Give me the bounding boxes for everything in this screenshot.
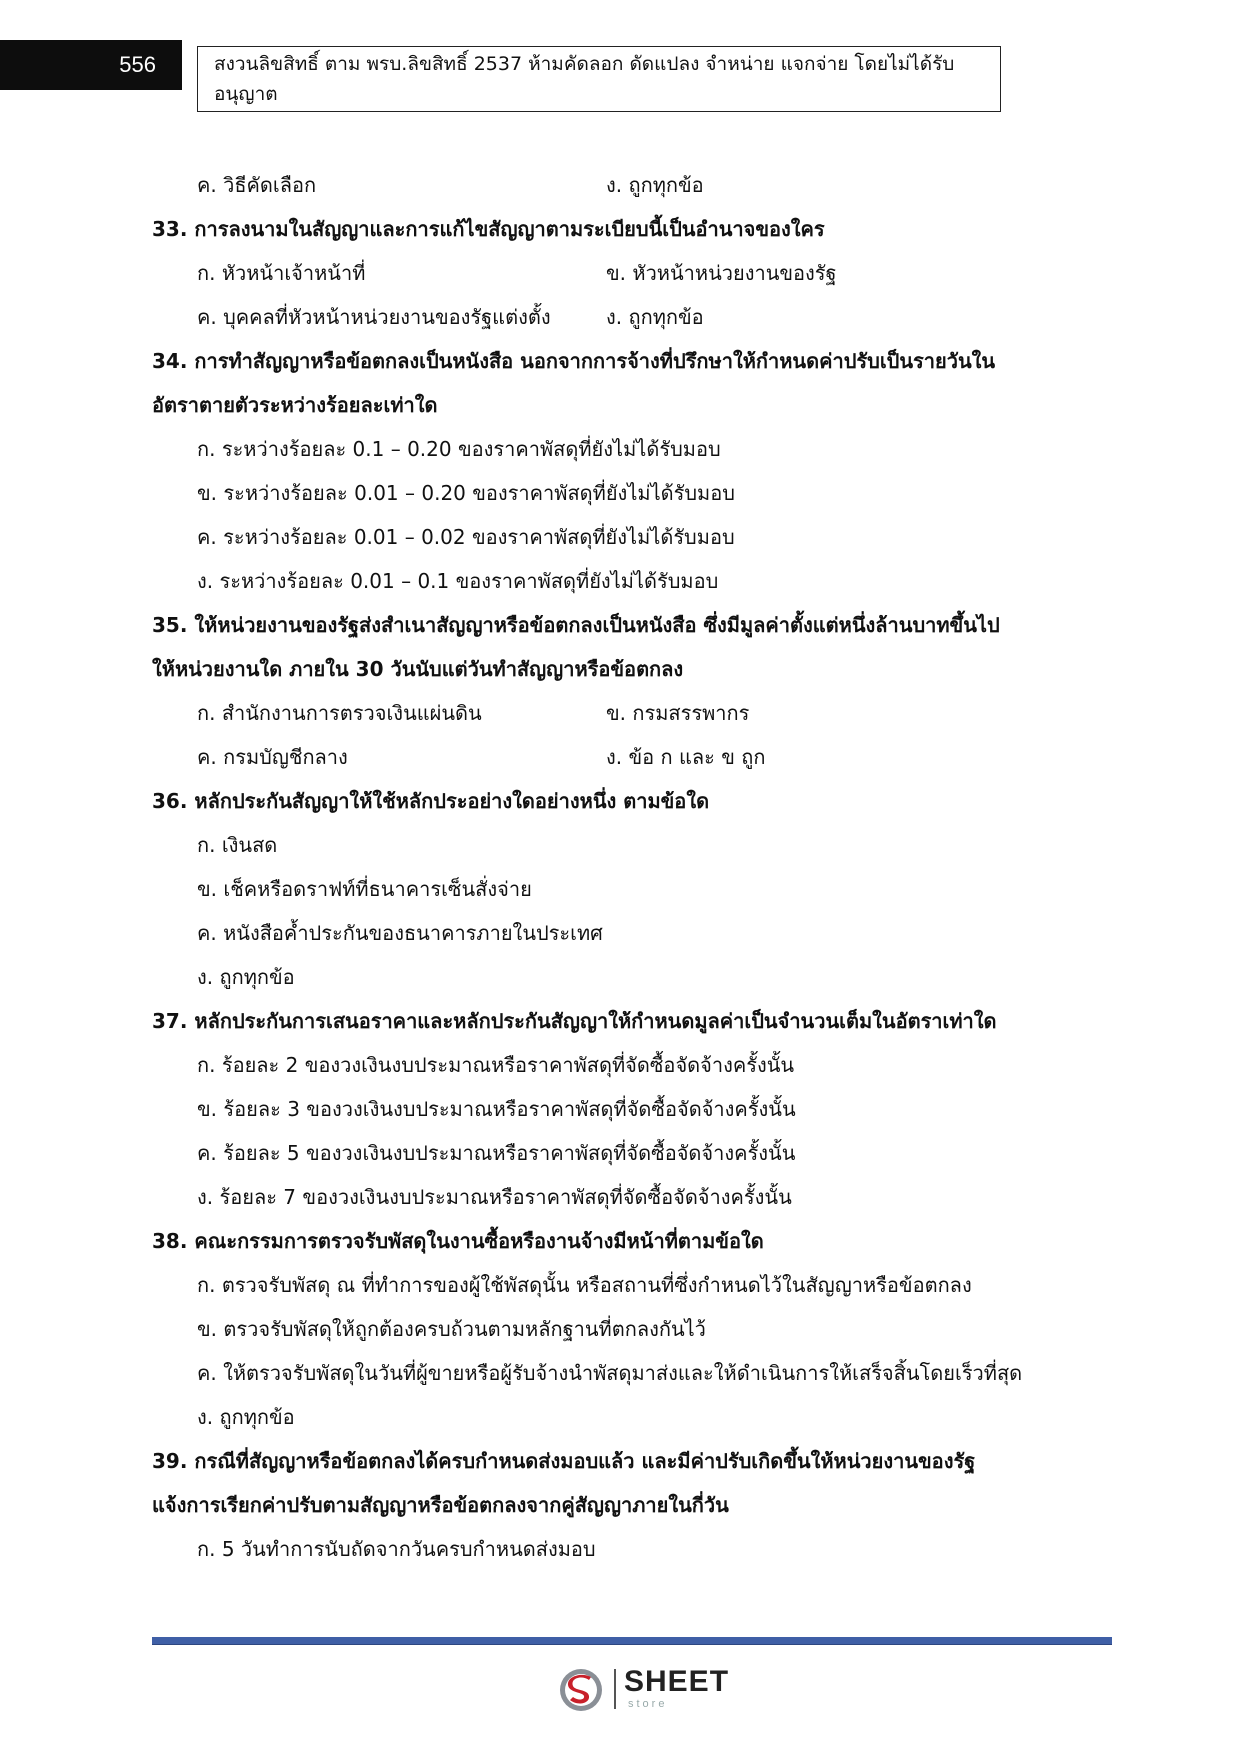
q37-option-b: ข. ร้อยละ 3 ของวงเงินงบประมาณหรือราคาพัสดุที่จัดซื้อจัดจ้างครั้งนั้น bbox=[197, 1097, 796, 1121]
sheet-store-logo bbox=[558, 1665, 728, 1713]
q38-option-a: ก. ตรวจรับพัสดุ ณ ที่ทำการของผู้ใช้พัสดุนั้น หรือสถานที่ซึ่งกำหนดไว้ในสัญญาหรือข้อตกลง bbox=[197, 1273, 972, 1297]
copyright-notice-text: สงวนลิขสิทธิ์ ตาม พรบ.ลิขสิทธิ์ 2537 ห้ามคัดลอก ดัดแปลง จำหน่าย แจกจ่าย โดยไม่ได้รับอนุญาต bbox=[214, 53, 955, 105]
s-logo-icon bbox=[558, 1667, 604, 1713]
question-37: 37. หลักประกันการเสนอราคาและหลักประกันสัญญาให้กำหนดมูลค่าเป็นจำนวนเต็มในอัตราเท่าใด bbox=[152, 1009, 997, 1033]
q36-option-b: ข. เช็คหรือดราฟท์ที่ธนาคารเซ็นสั่งจ่าย bbox=[197, 877, 532, 901]
question-35-line-2: ให้หน่วยงานใด ภายใน 30 วันนับแต่วันทำสัญญาหรือข้อตกลง bbox=[152, 657, 684, 681]
q37-option-c: ค. ร้อยละ 5 ของวงเงินงบประมาณหรือราคาพัสดุที่จัดซื้อจัดจ้างครั้งนั้น bbox=[197, 1141, 796, 1165]
q35-option-a: ก. สำนักงานการตรวจเงินแผ่นดิน bbox=[197, 701, 482, 725]
logo-divider bbox=[614, 1669, 616, 1709]
question-33: 33. การลงนามในสัญญาและการแก้ไขสัญญาตามระเบียบนี้เป็นอำนาจของใคร bbox=[152, 217, 825, 241]
q39-option-a: ก. 5 วันทำการนับถัดจากวันครบกำหนดส่งมอบ bbox=[197, 1537, 596, 1561]
q34-option-a: ก. ระหว่างร้อยละ 0.1 – 0.20 ของราคาพัสดุที่ยังไม่ได้รับมอบ bbox=[197, 437, 721, 461]
prev-option-c: ค. วิธีคัดเลือก bbox=[197, 173, 317, 197]
question-34-line-1: 34. การทำสัญญาหรือข้อตกลงเป็นหนังสือ นอกจากการจ้างที่ปรึกษาให้กำหนดค่าปรับเป็นรายวันใน bbox=[152, 349, 996, 373]
question-39-line-1: 39. กรณีที่สัญญาหรือข้อตกลงได้ครบกำหนดส่งมอบแล้ว และมีค่าปรับเกิดขึ้นให้หน่วยงานของรัฐ bbox=[152, 1449, 976, 1473]
q37-option-d: ง. ร้อยละ 7 ของวงเงินงบประมาณหรือราคาพัสดุที่จัดซื้อจัดจ้างครั้งนั้น bbox=[197, 1185, 792, 1209]
q35-option-b: ข. กรมสรรพากร bbox=[606, 701, 750, 725]
q34-option-d: ง. ระหว่างร้อยละ 0.01 – 0.1 ของราคาพัสดุที่ยังไม่ได้รับมอบ bbox=[197, 569, 719, 593]
logo-subtext: store bbox=[628, 1698, 668, 1710]
question-39-line-2: แจ้งการเรียกค่าปรับตามสัญญาหรือข้อตกลงจากคู่สัญญาภายในกี่วัน bbox=[152, 1493, 729, 1517]
q33-option-c: ค. บุคคลที่หัวหน้าหน่วยงานของรัฐแต่งตั้ง bbox=[197, 305, 551, 329]
q33-option-d: ง. ถูกทุกข้อ bbox=[606, 305, 704, 329]
q38-option-d: ง. ถูกทุกข้อ bbox=[197, 1405, 295, 1429]
q36-option-a: ก. เงินสด bbox=[197, 833, 278, 857]
q37-option-a: ก. ร้อยละ 2 ของวงเงินงบประมาณหรือราคาพัสดุที่จัดซื้อจัดจ้างครั้งนั้น bbox=[197, 1053, 795, 1077]
q33-option-a: ก. หัวหน้าเจ้าหน้าที่ bbox=[197, 261, 366, 285]
copyright-notice bbox=[197, 46, 1001, 112]
q38-option-c: ค. ให้ตรวจรับพัสดุในวันที่ผู้ขายหรือผู้รับจ้างนำพัสดุมาส่งและให้ดำเนินการให้เสร็จสิ้นโดยเร็วที่สุด bbox=[197, 1361, 1023, 1385]
q38-option-b: ข. ตรวจรับพัสดุให้ถูกต้องครบถ้วนตามหลักฐานที่ตกลงกันไว้ bbox=[197, 1317, 706, 1341]
q36-option-c: ค. หนังสือค้ำประกันของธนาคารภายในประเทศ bbox=[197, 921, 603, 945]
question-36: 36. หลักประกันสัญญาให้ใช้หลักประอย่างใดอย่างหนึ่ง ตามข้อใด bbox=[152, 789, 710, 813]
question-38: 38. คณะกรรมการตรวจรับพัสดุในงานซื้อหรืองานจ้างมีหน้าที่ตามข้อใด bbox=[152, 1229, 764, 1253]
q35-option-d: ง. ข้อ ก และ ข ถูก bbox=[606, 745, 766, 769]
question-35-line-1: 35. ให้หน่วยงานของรัฐส่งสำเนาสัญญาหรือข้อตกลงเป็นหนังสือ ซึ่งมีมูลค่าตั้งแต่หนึ่งล้านบาทขึ้นไป bbox=[152, 613, 1000, 637]
logo-text: SHEET bbox=[624, 1665, 730, 1698]
page-number: 556 bbox=[0, 40, 182, 90]
q34-option-c: ค. ระหว่างร้อยละ 0.01 – 0.02 ของราคาพัสดุที่ยังไม่ได้รับมอบ bbox=[197, 525, 735, 549]
q34-option-b: ข. ระหว่างร้อยละ 0.01 – 0.20 ของราคาพัสดุที่ยังไม่ได้รับมอบ bbox=[197, 481, 735, 505]
q33-option-b: ข. หัวหน้าหน่วยงานของรัฐ bbox=[606, 261, 837, 285]
footer-rule bbox=[152, 1637, 1112, 1645]
prev-option-d: ง. ถูกทุกข้อ bbox=[606, 173, 704, 197]
q35-option-c: ค. กรมบัญชีกลาง bbox=[197, 745, 348, 769]
q36-option-d: ง. ถูกทุกข้อ bbox=[197, 965, 295, 989]
question-34-line-2: อัตราตายตัวระหว่างร้อยละเท่าใด bbox=[152, 393, 438, 417]
